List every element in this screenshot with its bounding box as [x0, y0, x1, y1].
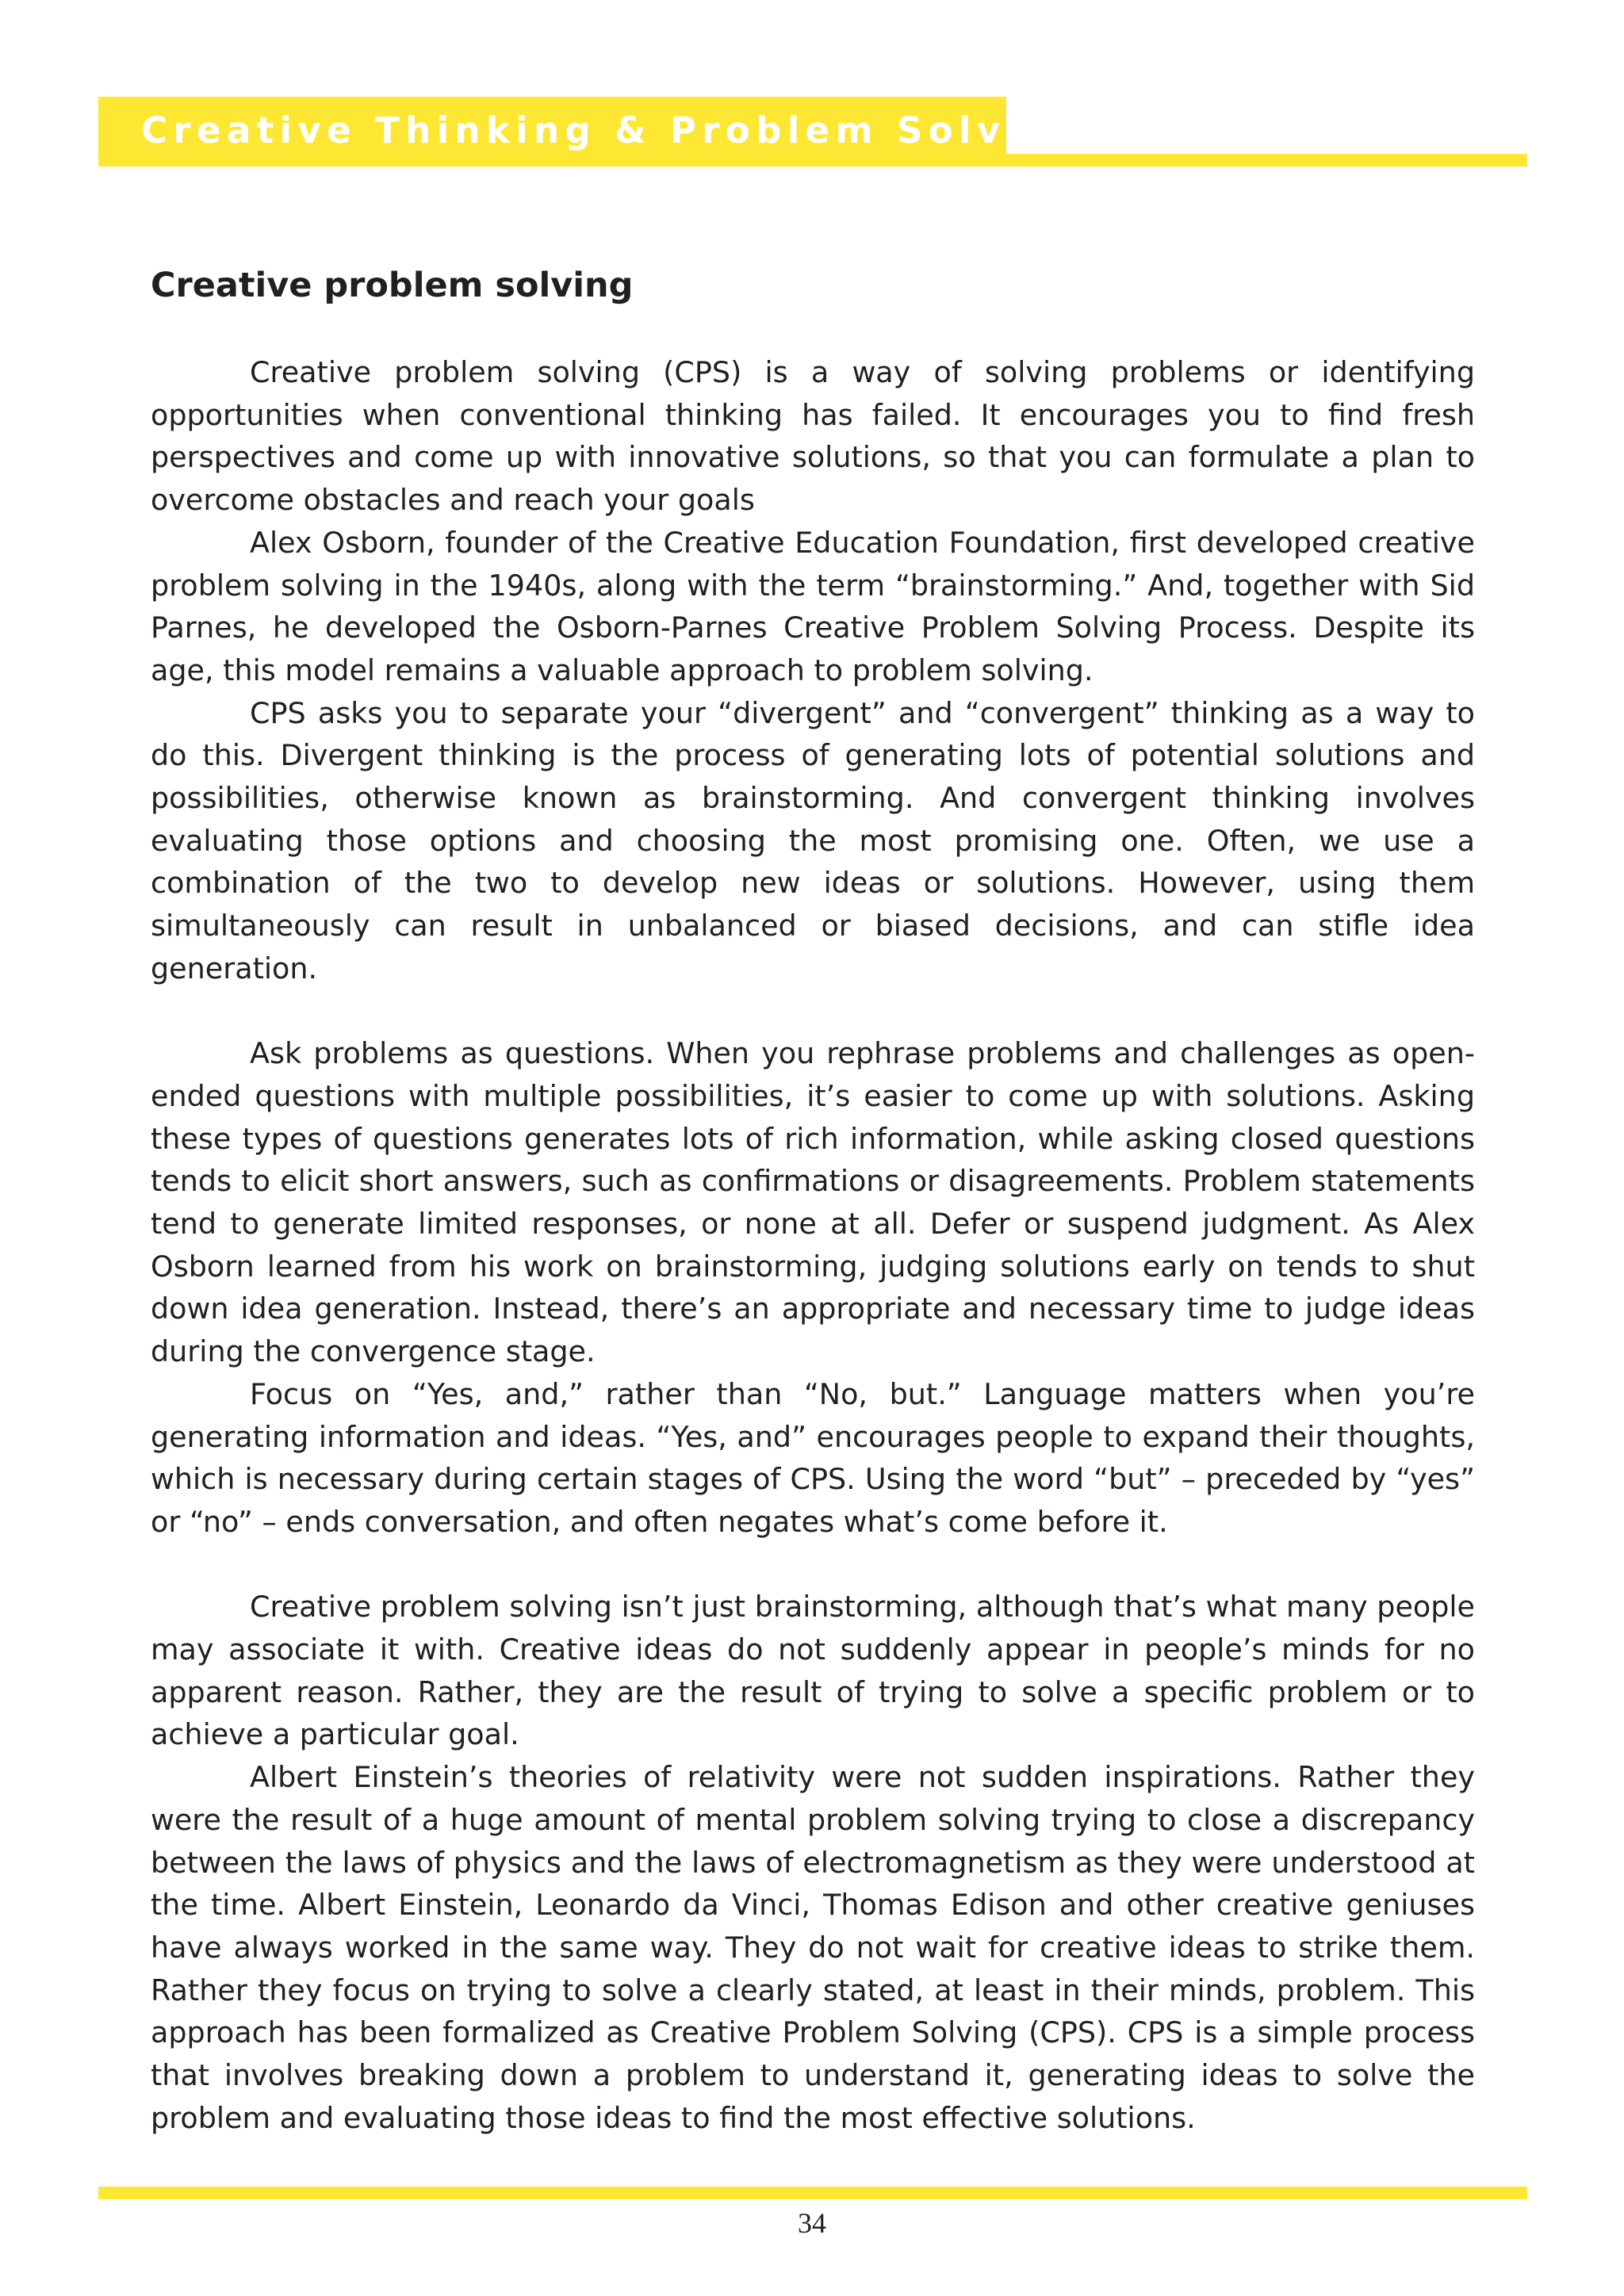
body-text — [151, 351, 1475, 2140]
paragraph: Creative problem solving (CPS) is a way of solving problems or identifying opportunities when conventional thinking has failed. It encourages you to find fresh perspectives and come up with innovative solutions, so that you can formulate a plan to overcome obstacles and reach your goals — [151, 355, 1475, 518]
section-heading: Creative problem solving — [151, 266, 634, 305]
paragraph: Ask problems as questions. When you rephrase problems and challenges as open-ended questions with multiple possibilities, it’s easier to come up with solutions. Asking these types of questions generates lots of rich information, while asking closed questions tends to elicit short answers, such as confirmations or disagreements. Problem statements tend to generate limited responses, or none at all. Defer or suspend judgment. As Alex Osborn learned from his work on brainstorming, judging solutions early on tends to shut down idea generation. Instead, there’s an appropriate and necessary time to judge ideas during the convergence stage. — [151, 1036, 1475, 1369]
footer-rule — [98, 2187, 1527, 2199]
paragraph: Focus on “Yes, and,” rather than “No, but.” Language matters when you’re generating information and ideas. “Yes, and” encourages people to expand their thoughts, which is necessary during certain stages of CPS. Using the word “but” – preceded by “yes” or “no” – ends conversation, and often negates what’s come before it. — [151, 1376, 1475, 1539]
page-number: 34 — [798, 2207, 826, 2239]
paragraph: Creative problem solving isn’t just brainstorming, although that’s what many people may associate it with. Creative ideas do not suddenly appear in people’s minds for no apparent reason. Rather, they are the result of trying to solve a specific problem or to achieve a particular goal. — [151, 1590, 1475, 1752]
paragraph: Albert Einstein’s theories of relativity were not sudden inspirations. Rather they were the result of a huge amount of mental problem solving trying to close a discrepancy between the laws of physics and the laws of electromagnetism as they were understood at the time. Albert Einstein, Leonardo da Vinci, Thomas Edison and other creative geniuses have always worked in the same way. They do not wait for creative ideas to strike them. Rather they focus on trying to solve a clearly stated, at least in their minds, problem. This approach has been formalized as Creative Problem Solving (CPS). CPS is a simple process that involves breaking down a problem to understand it, generating ideas to solve the problem and evaluating those ideas to find the most effective solutions. — [151, 1760, 1475, 2135]
paragraph: Alex Osborn, founder of the Creative Education Foundation, first developed creative problem solving in the 1940s, along with the term “brainstorming.” And, together with Sid Parnes, he developed the Osborn-Parnes Creative Problem Solving Process. Despite its age, this model remains a valuable approach to problem solving. — [151, 525, 1475, 687]
running-header-title: Creative Thinking & Problem Solving — [141, 109, 1087, 151]
paragraph: CPS asks you to separate your “divergent” and “convergent” thinking as a way to do this. Divergent thinking is the process of generating lots of potential solutions and possibilities, otherwise known as brainstorming. And convergent thinking involves evaluating those options and choosing the most promising one. Often, we use a combination of the two to develop new ideas or solutions. However, using them simultaneously can result in unbalanced or biased decisions, and can stifle idea generation. — [151, 695, 1475, 985]
